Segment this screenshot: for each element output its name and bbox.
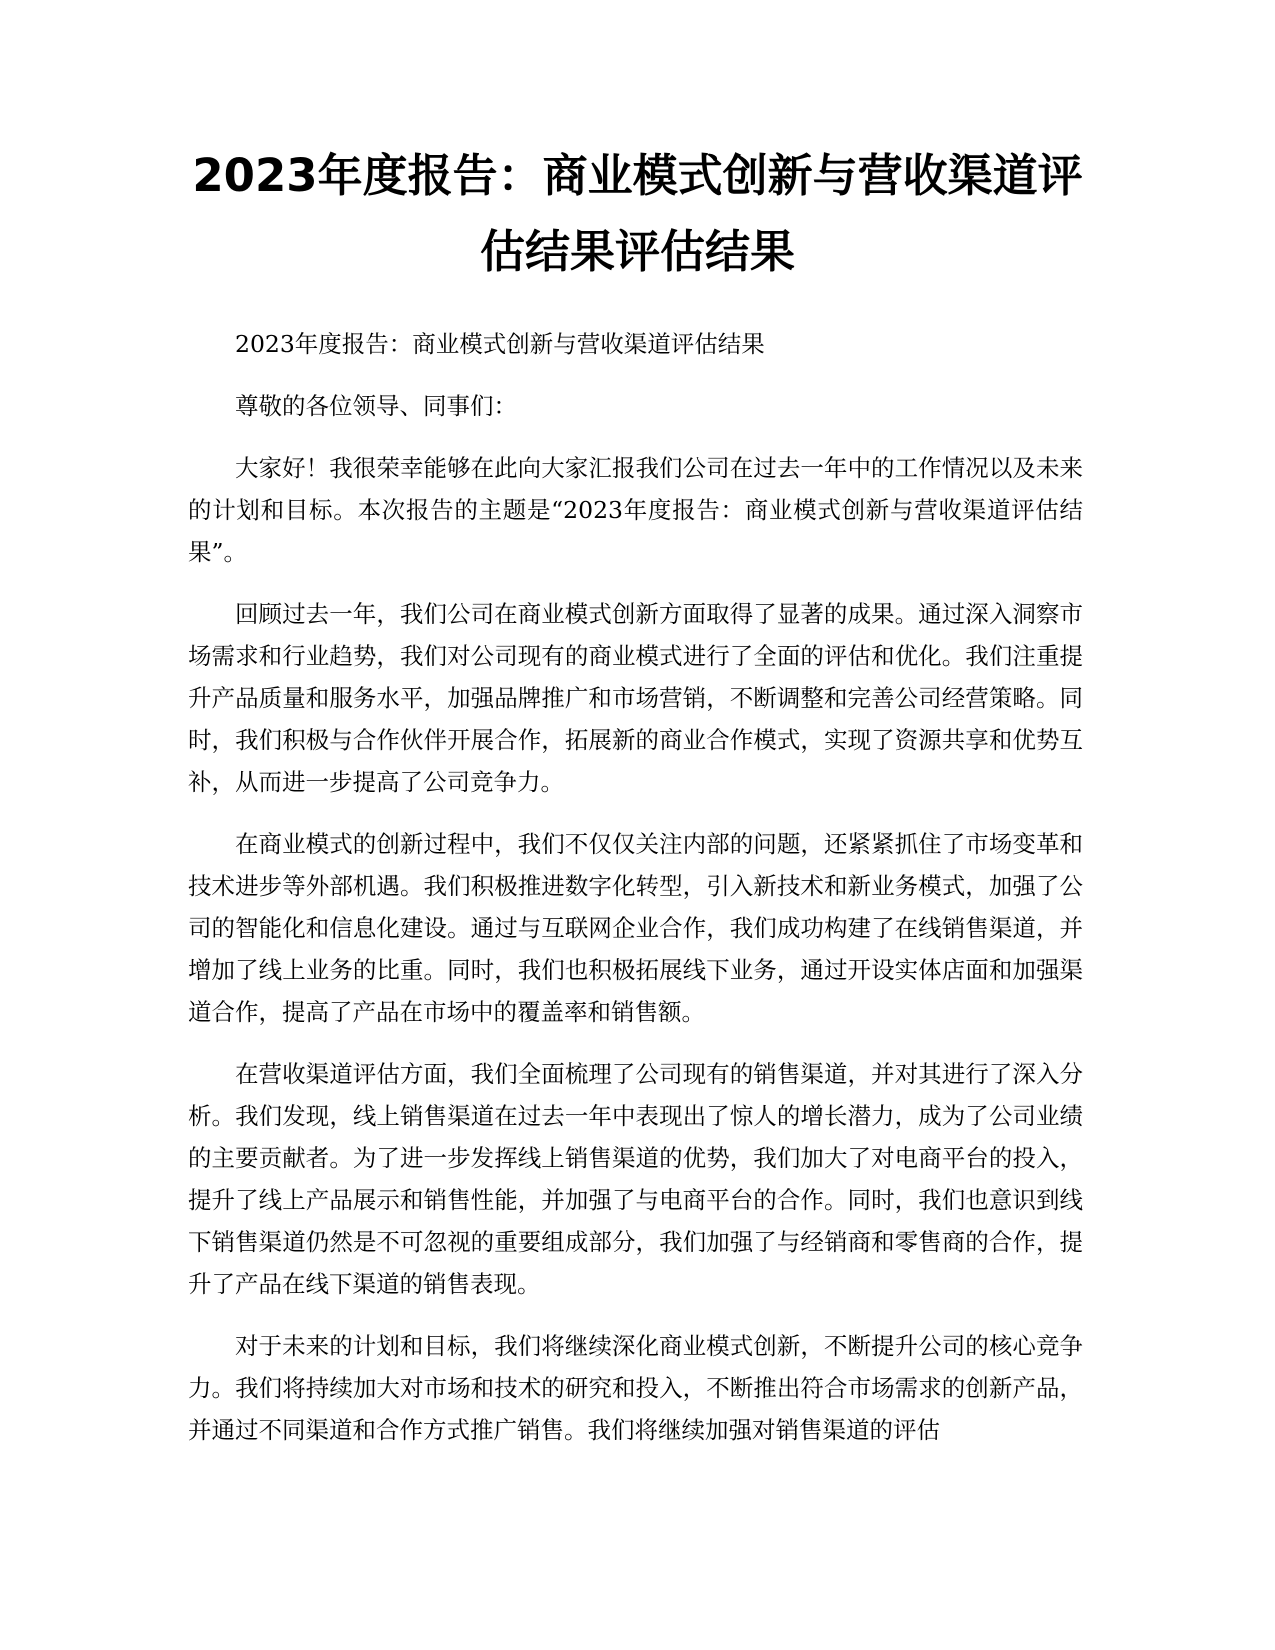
paragraph-salutation: 尊敬的各位领导、同事们： [235,392,517,420]
paragraph-report-subtitle: 2023年度报告：商业模式创新与营收渠道评估结果 [235,330,765,358]
paragraph-business-model-review: 回顾过去一年，我们公司在商业模式创新方面取得了显著的成果。通过深入洞察市场需求和行业趋势，我们对公司现有的商业模式进行了全面的评估和优化。我们注重提升产品质量和服务水平，加强品牌推广和市场营销，不断调整和完善公司经营策略。同时，我们积极与合作伙伴开展合作，拓展新的商业合作模式，实现了资源共享和优势互补，从而进一步提高了公司竞争力。 [188,600,1083,796]
document-title: 2023年度报告：商业模式创新与营收渠道评估结果评估结果 [192,149,1083,278]
paragraph-introduction: 大家好！我很荣幸能够在此向大家汇报我们公司在过去一年中的工作情况以及未来的计划和目标。本次报告的主题是“2023年度报告：商业模式创新与营收渠道评估结果”。 [188,454,1083,566]
paragraph-future-plans: 对于未来的计划和目标，我们将继续深化商业模式创新，不断提升公司的核心竞争力。我们将持续加大对市场和技术的研究和投入，不断推出符合市场需求的创新产品，并通过不同渠道和合作方式推广销售。我们将继续加强对销售渠道的评估 [188,1332,1083,1444]
paragraph-revenue-channel-evaluation: 在营收渠道评估方面，我们全面梳理了公司现有的销售渠道，并对其进行了深入分析。我们发现，线上销售渠道在过去一年中表现出了惊人的增长潜力，成为了公司业绩的主要贡献者。为了进一步发挥线上销售渠道的优势，我们加大了对电商平台的投入，提升了线上产品展示和销售性能，并加强了与电商平台的合作。同时，我们也意识到线下销售渠道仍然是不可忽视的重要组成部分，我们加强了与经销商和零售商的合作，提升了产品在线下渠道的销售表现。 [188,1060,1083,1298]
document-body [188,323,1083,1471]
paragraph-innovation-process: 在商业模式的创新过程中，我们不仅仅关注内部的问题，还紧紧抓住了市场变革和技术进步等外部机遇。我们积极推进数字化转型，引入新技术和新业务模式，加强了公司的智能化和信息化建设。通过与互联网企业合作，我们成功构建了在线销售渠道，并增加了线上业务的比重。同时，我们也积极拓展线下业务，通过开设实体店面和加强渠道合作，提高了产品在市场中的覆盖率和销售额。 [188,830,1083,1026]
